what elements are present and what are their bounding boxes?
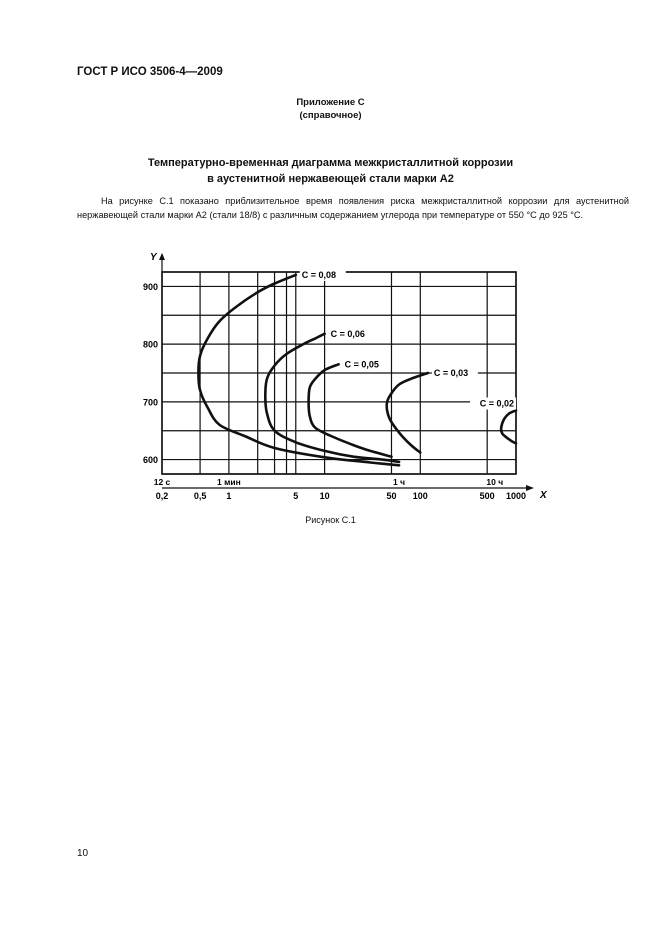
y-tick-label: 900 <box>142 281 158 292</box>
x-tick-label: 1000 <box>505 491 527 501</box>
time-marker-label: 12 с <box>153 477 171 487</box>
x-tick-label: 5 <box>293 491 299 501</box>
curve-3 <box>309 364 392 456</box>
x-tick-label: 10 <box>319 491 330 501</box>
page-number: 10 <box>77 848 89 859</box>
curve-label: C = 0,08 <box>301 269 337 280</box>
document-header: ГОСТ Р ИСО 3506-4—2009 <box>77 66 223 78</box>
x-tick-label: 1 <box>226 491 232 501</box>
annex-name: Приложение С <box>296 97 365 108</box>
x-tick-label: 500 <box>479 491 495 501</box>
annex-note: (справочное) <box>299 110 362 121</box>
title-line-2: в аустенитной нержавеющей стали марки А2 <box>207 173 454 185</box>
curve-label: C = 0,03 <box>433 368 469 378</box>
x-tick-label: 50 <box>386 491 397 501</box>
x-axis-arrowhead <box>526 485 534 491</box>
x-tick-label: 0,2 <box>155 491 169 501</box>
curve-5 <box>501 411 516 444</box>
time-marker-label: 1 мин <box>217 477 241 487</box>
x-axis-label: X <box>540 490 547 501</box>
y-tick-label: 700 <box>142 397 158 408</box>
curve-4 <box>387 373 428 453</box>
curve-labels <box>300 269 516 410</box>
title-line-1: Температурно-временная диаграмма межкристаллитной коррозии <box>147 157 514 169</box>
figure-caption: Рисунок С.1 <box>305 515 356 525</box>
y-axis-label: Y <box>150 252 157 263</box>
x-tick-label: 100 <box>412 491 428 501</box>
time-marker-label: 1 ч <box>393 477 406 487</box>
y-axis-arrowhead <box>159 253 165 260</box>
y-tick-label: 800 <box>142 339 158 350</box>
curve-2 <box>265 334 399 462</box>
curve-label: C = 0,05 <box>344 359 379 370</box>
curve-label: C = 0,06 <box>330 328 365 339</box>
body-paragraph: На рисунке С.1 показано приблизительное время появления риска межкристаллитной коррозии для аустенитной нержавеющей стали марки А2 (стали 18/8) с различным содержанием углерода при температуре от 550 °С до 925 °С. <box>77 196 629 220</box>
y-tick-label: 600 <box>142 455 158 466</box>
x-tick-label: 0,5 <box>193 491 207 501</box>
time-marker-label: 10 ч <box>486 477 504 487</box>
curve-label: C = 0,02 <box>479 398 514 409</box>
